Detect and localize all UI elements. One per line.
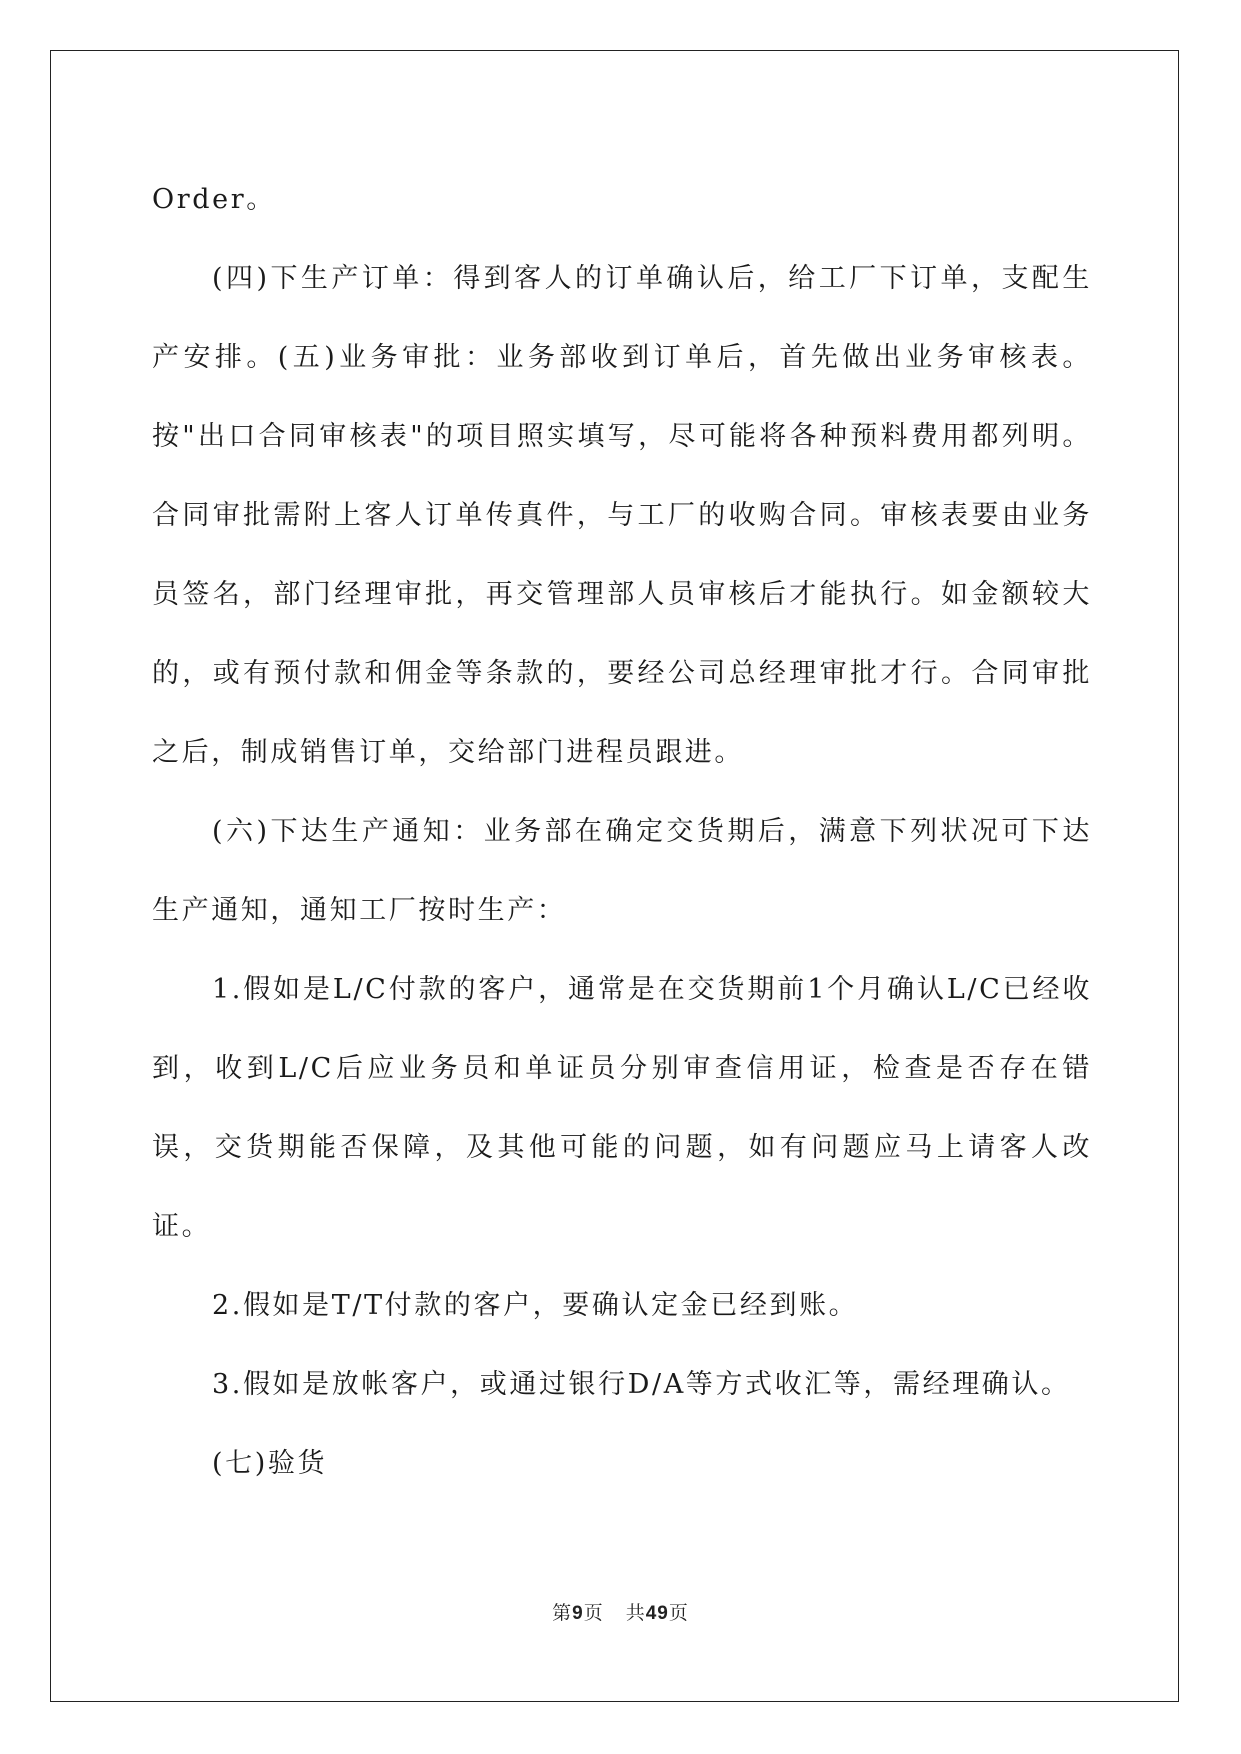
total-page-count: 49 xyxy=(645,1603,669,1624)
paragraph-production-notice: (六)下达生产通知：业务部在确定交货期后，满意下列状况可下达生产通知，通知工厂按时生产： xyxy=(152,816,1092,926)
document-body xyxy=(152,160,1092,1503)
total-suffix: 页 xyxy=(668,1602,689,1624)
page-footer xyxy=(0,1598,1241,1625)
page-prefix: 第 xyxy=(552,1602,573,1624)
paragraph-production-order: (四)下生产订单：得到客人的订单确认后，给工厂下订单，支配生产安排。(五)业务审批：业务部收到订单后，首先做出业务审核表。按"出口合同审核表"的项目照实填写，尽可能将各种预料费用都列明。合同审批需附上客人订单传真件，与工厂的收购合同。审核表要由业务员签名，部门经理审批，再交管理部人员审核后才能执行。如金额较大的，或有预付款和佣金等条款的，要经公司总经理审批才行。合同审批之后，制成销售订单，交给部门进程员跟进。 xyxy=(152,263,1092,768)
paragraph-credit-customer: 3.假如是放帐客户，或通过银行D/A等方式收汇等，需经理确认。 xyxy=(212,1369,1071,1400)
paragraph-inspection-heading: (七)验货 xyxy=(212,1448,328,1479)
current-page-number: 9 xyxy=(572,1603,584,1624)
page-suffix: 页 xyxy=(583,1602,604,1624)
paragraph-tt-payment: 2.假如是T/T付款的客户，要确认定金已经到账。 xyxy=(212,1290,859,1321)
paragraph-lc-payment: 1.假如是L/C付款的客户，通常是在交货期前1个月确认L/C已经收到，收到L/C后应业务员和单证员分别审查信用证，检查是否存在错误，交货期能否保障，及其他可能的问题，如有问题应马上请客人改证。 xyxy=(152,974,1092,1242)
paragraph-continuation: Order。 xyxy=(152,184,276,215)
total-prefix: 共 xyxy=(625,1602,646,1624)
